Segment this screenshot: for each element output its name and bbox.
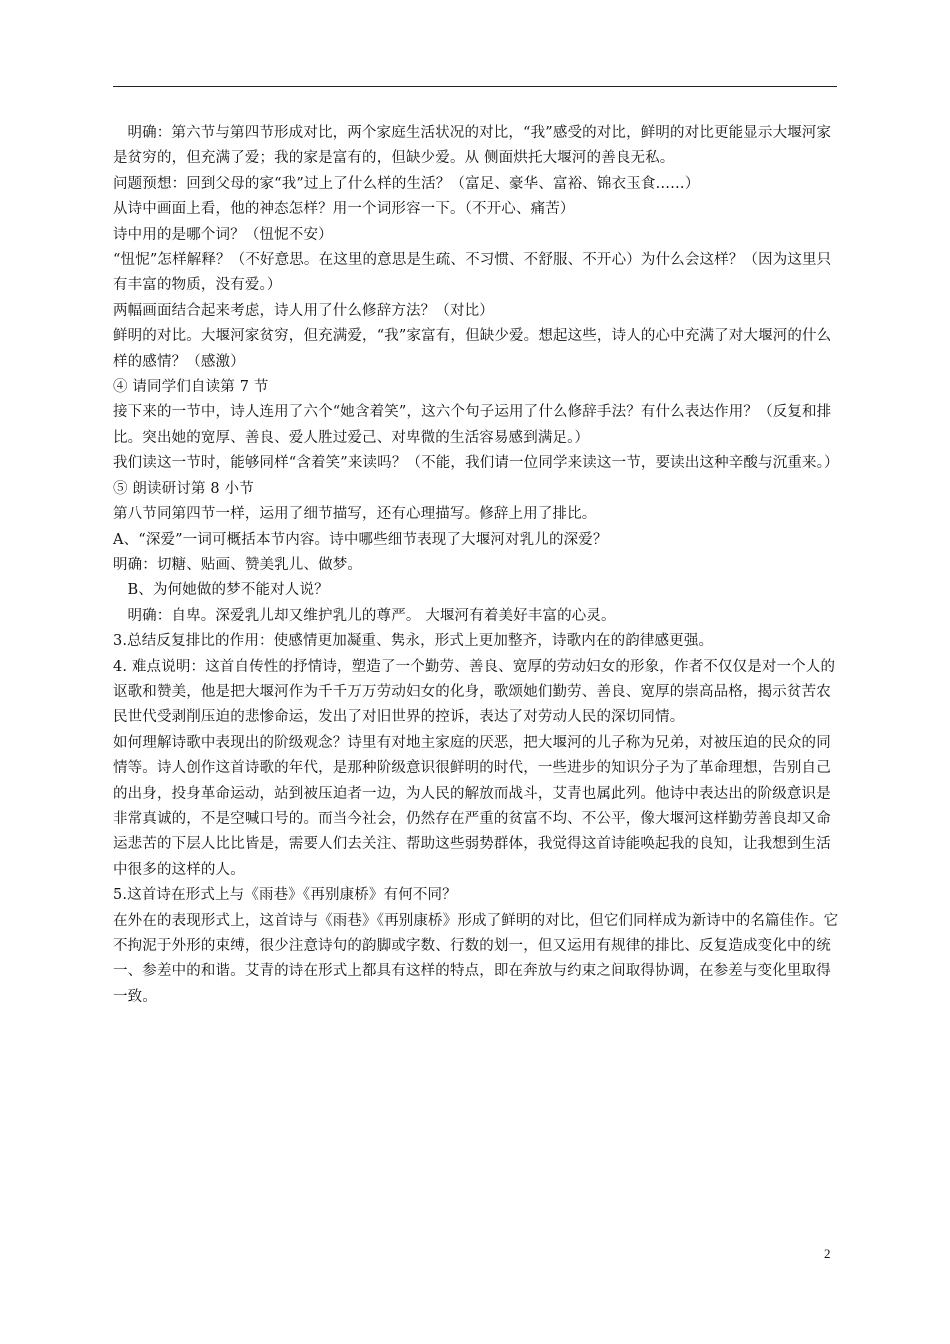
paragraph: 在外在的表现形式上，这首诗与《雨巷》《再别康桥》形成了鲜明的对比，但它们同样成为新诗中的名篇佳作。它不拘泥于外形的束缚，很少注意诗句的韵脚或字数、行数的划一，但又运用有规律的排比、反复造成变化中的统一、参差中的和谐。艾青的诗在形式上都具有这样的特点，即在奔放与约束之间取得协调，在参差与变化里取得一致。 xyxy=(113,912,839,1005)
document-body xyxy=(113,121,839,1010)
paragraph: 接下来的一节中，诗人连用了六个“她含着笑”，这六个句子运用了什么修辞手法？有什么表达作用？（反复和排比。突出她的宽厚、善良、爱人胜过爱己、对卑微的生活容易感到满足。） xyxy=(113,404,832,446)
paragraph: 两幅画面结合起来考虑，诗人用了什么修辞方法？（对比） xyxy=(113,302,494,319)
page-number: 2 xyxy=(824,1246,831,1261)
paragraph: 4. 难点说明：这首自传性的抒情诗，塑造了一个勤劳、善良、宽厚的劳动妇女的形象，作者不仅仅是对一个人的讴歌和赞美，他是把大堰河作为千千万万劳动妇女的化身，歌颂她们勤劳、善良、宽厚的崇高品格，揭示贫苦农民世代受剥削压迫的悲惨命运，发出了对旧世界的控诉，表达了对劳动人民的深切同情。 xyxy=(113,658,836,726)
paragraph: 诗中用的是哪个词？（忸怩不安） xyxy=(113,226,333,243)
section-heading: ⑤ 朗读研讨第 8 小节 xyxy=(113,480,254,497)
paragraph: B、为何她做的梦不能对人说？ xyxy=(127,582,329,599)
paragraph: 第八节同第四节一样，运用了细节描写，还有心理描写。修辞上用了排比。 xyxy=(113,506,597,523)
paragraph: 如何理解诗歌中表现出的阶级观念？诗里有对地主家庭的厌恶，把大堰河的儿子称为兄弟，对被压迫的民众的同情等。诗人创作这首诗歌的年代，是那种阶级意识很鲜明的时代，一些进步的知识分子为了革命理想，告别自己的出身，投身革命运动，站到被压迫者一边，为人民的解放而战斗，艾青也属此列。他诗中表达出的阶级意识是非常真诚的，不是空喊口号的。而当今社会，仍然存在严重的贫富不均、不公平，像大堰河这样勤劳善良却又命运悲苦的下层人比比皆是，需要人们去关注、帮助这些弱势群体，我觉得这首诗能唤起我的良知，让我想到生活中很多的这样的人。 xyxy=(113,734,831,878)
section-heading: ④ 请同学们自读第 7 节 xyxy=(113,379,269,396)
paragraph: 我们读这一节时，能够同样“含着笑”来读吗？（不能，我们请一位同学来读这一节，要读出这种辛酸与沉重来。） xyxy=(113,455,839,472)
paragraph: 从诗中画面上看，他的神态怎样？用一个词形容一下。（不开心、痛苦） xyxy=(113,201,575,218)
paragraph: 5.这首诗在形式上与《雨巷》《再别康桥》有何不同？ xyxy=(113,887,457,904)
paragraph: A、“深爱”一词可概括本节内容。诗中哪些细节表现了大堰河对乳儿的深爱？ xyxy=(113,531,608,548)
paragraph: 问题预想：回到父母的家“我”过上了什么样的生活？（富足、豪华、富裕、锦衣玉食……） xyxy=(113,175,700,192)
paragraph: 明确：自卑。深爱乳儿却又维护乳儿的尊严。 大堰河有着美好丰富的心灵。 xyxy=(127,607,616,624)
paragraph: 明确：切糖、贴画、赞美乳儿、做梦。 xyxy=(113,556,363,573)
paragraph: “忸怩”怎样解释？（不好意思。在这里的意思是生疏、不习惯、不舒服、不开心）为什么会这样？（因为这里只有丰富的物质，没有爱。） xyxy=(113,252,832,294)
paragraph: 3.总结反复排比的作用：使感情更加凝重、隽永，形式上更加整齐，诗歌内在的韵律感更强。 xyxy=(113,633,714,650)
header-rule xyxy=(113,86,837,87)
paragraph: 明确：第六节与第四节形成对比，两个家庭生活状况的对比，“我”感受的对比，鲜明的对比更能显示大堰河家是贫穷的，但充满了爱；我的家是富有的，但缺少爱。从 侧面烘托大堰河的善良无私。 xyxy=(113,125,832,167)
paragraph: 鲜明的对比。大堰河家贫穷，但充满爱，“我”家富有，但缺少爱。想起这些，诗人的心中充满了对大堰河的什么样的感情？（感激） xyxy=(113,328,832,370)
